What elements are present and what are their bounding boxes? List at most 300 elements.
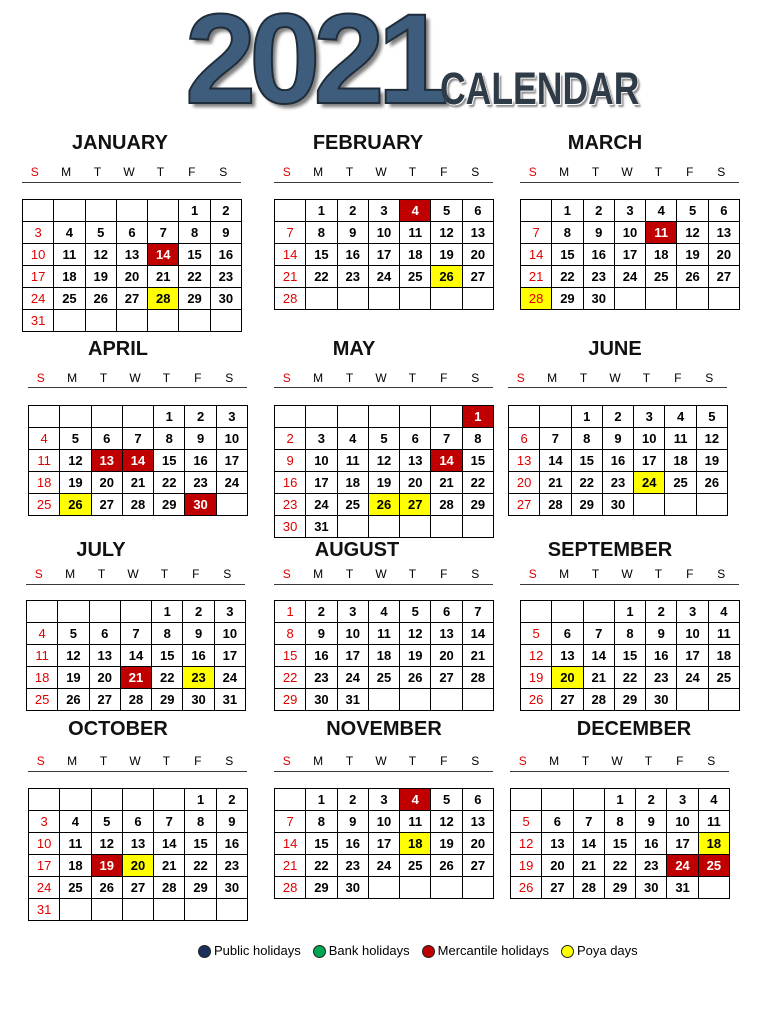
day-cell: 27: [117, 288, 148, 310]
empty-day-cell: [584, 601, 615, 623]
day-cell: 28: [574, 877, 605, 899]
day-cell: 5: [369, 428, 400, 450]
day-cell: 1: [306, 789, 337, 811]
highlighted-day-cell: 26: [369, 494, 400, 516]
day-cell: 16: [603, 450, 634, 472]
day-cell: 2: [275, 428, 306, 450]
weekday-label: M: [65, 567, 76, 581]
day-cell: 16: [584, 244, 615, 266]
day-cell: 15: [306, 244, 337, 266]
day-cell: 7: [275, 222, 306, 244]
empty-day-cell: [275, 789, 306, 811]
day-cell: 17: [215, 645, 246, 667]
day-cell: 6: [92, 428, 123, 450]
weekday-label: T: [591, 567, 600, 581]
empty-day-cell: [27, 601, 58, 623]
weekday-label: W: [611, 754, 623, 768]
weekday-label: S: [717, 567, 726, 581]
day-cell: 12: [92, 833, 123, 855]
day-cell: 18: [29, 472, 60, 494]
day-cell: 27: [90, 689, 121, 711]
day-cell: 23: [185, 472, 216, 494]
day-cell: 22: [572, 472, 603, 494]
month-title: OCTOBER: [68, 718, 168, 740]
day-cell: 15: [572, 450, 603, 472]
day-cell: 13: [552, 645, 583, 667]
month-grid: [274, 199, 494, 310]
day-cell: 4: [54, 222, 85, 244]
weekday-label: W: [375, 754, 387, 768]
public-holidays-dot-icon: [198, 945, 211, 958]
empty-day-cell: [338, 288, 369, 310]
empty-day-cell: [574, 789, 605, 811]
empty-day-cell: [615, 288, 646, 310]
day-cell: 16: [646, 645, 677, 667]
weekday-label: T: [408, 165, 417, 179]
day-cell: 19: [697, 450, 728, 472]
empty-day-cell: [123, 789, 154, 811]
day-cell: 24: [23, 288, 54, 310]
day-cell: 1: [179, 200, 210, 222]
day-cell: 9: [636, 811, 667, 833]
day-cell: 12: [400, 623, 431, 645]
day-cell: 21: [431, 472, 462, 494]
day-cell: 13: [90, 645, 121, 667]
day-cell: 3: [217, 406, 248, 428]
day-cell: 11: [338, 450, 369, 472]
weekday-label: T: [581, 754, 590, 768]
day-cell: 18: [54, 266, 85, 288]
day-cell: 25: [60, 877, 91, 899]
weekday-label: S: [516, 371, 525, 385]
legend-label: Bank holidays: [328, 943, 410, 958]
day-cell: 19: [431, 244, 462, 266]
day-cell: 28: [121, 689, 152, 711]
month-grid: [28, 788, 248, 921]
empty-day-cell: [60, 789, 91, 811]
weekday-label: S: [705, 371, 714, 385]
day-cell: 8: [185, 811, 216, 833]
day-cell: 24: [615, 266, 646, 288]
day-cell: 26: [58, 689, 89, 711]
empty-day-cell: [275, 406, 306, 428]
day-cell: 28: [275, 877, 306, 899]
month-title: FEBRUARY: [312, 132, 424, 154]
day-cell: 22: [463, 472, 494, 494]
day-cell: 29: [605, 877, 636, 899]
day-cell: 21: [275, 855, 306, 877]
day-cell: 8: [572, 428, 603, 450]
day-cell: 6: [552, 623, 583, 645]
day-cell: 28: [275, 288, 306, 310]
day-cell: 6: [117, 222, 148, 244]
weekday-label: T: [345, 165, 354, 179]
day-cell: 26: [677, 266, 708, 288]
empty-day-cell: [86, 310, 117, 332]
day-cell: 18: [27, 667, 58, 689]
day-cell: 9: [211, 222, 242, 244]
day-cell: 18: [60, 855, 91, 877]
weekday-label: M: [549, 754, 560, 768]
day-cell: 16: [338, 833, 369, 855]
day-cell: 1: [605, 789, 636, 811]
empty-day-cell: [148, 200, 179, 222]
weekday-divider: [510, 771, 729, 772]
day-cell: 25: [646, 266, 677, 288]
weekday-label: T: [591, 165, 600, 179]
day-cell: 25: [665, 472, 696, 494]
day-cell: 13: [509, 450, 540, 472]
weekday-divider: [28, 771, 247, 772]
day-cell: 19: [521, 667, 552, 689]
day-cell: 7: [123, 428, 154, 450]
day-cell: 5: [58, 623, 89, 645]
weekday-label: S: [528, 567, 537, 581]
legend: [198, 943, 638, 959]
weekday-label: W: [375, 165, 387, 179]
weekday-label: S: [282, 567, 291, 581]
day-cell: 2: [338, 789, 369, 811]
empty-day-cell: [275, 200, 306, 222]
weekday-label: T: [162, 754, 171, 768]
weekday-label: S: [282, 371, 291, 385]
day-cell: 7: [463, 601, 494, 623]
day-cell: 22: [185, 855, 216, 877]
day-cell: 24: [29, 877, 60, 899]
day-cell: 15: [179, 244, 210, 266]
day-cell: 2: [185, 406, 216, 428]
day-cell: 31: [23, 310, 54, 332]
day-cell: 11: [369, 623, 400, 645]
day-cell: 17: [634, 450, 665, 472]
day-cell: 1: [154, 406, 185, 428]
day-cell: 27: [552, 689, 583, 711]
highlighted-day-cell: 23: [183, 667, 214, 689]
weekday-label: T: [162, 371, 171, 385]
day-cell: 26: [92, 877, 123, 899]
empty-day-cell: [709, 288, 740, 310]
highlighted-day-cell: 24: [634, 472, 665, 494]
day-cell: 3: [306, 428, 337, 450]
highlighted-day-cell: 30: [185, 494, 216, 516]
day-cell: 14: [121, 645, 152, 667]
empty-day-cell: [179, 310, 210, 332]
empty-day-cell: [540, 406, 571, 428]
day-cell: 21: [584, 667, 615, 689]
day-cell: 23: [211, 266, 242, 288]
day-cell: 30: [211, 288, 242, 310]
weekday-label: F: [194, 754, 202, 768]
weekday-header: [271, 370, 491, 386]
day-cell: 8: [306, 811, 337, 833]
day-cell: 30: [275, 516, 306, 538]
weekday-divider: [274, 584, 493, 585]
day-cell: 12: [697, 428, 728, 450]
day-cell: 2: [183, 601, 214, 623]
day-cell: 5: [431, 789, 462, 811]
day-cell: 31: [667, 877, 698, 899]
day-cell: 21: [574, 855, 605, 877]
empty-day-cell: [123, 899, 154, 921]
day-cell: 7: [431, 428, 462, 450]
weekday-header: [25, 370, 245, 386]
empty-day-cell: [697, 494, 728, 516]
weekday-header: [517, 164, 737, 180]
highlighted-day-cell: 14: [431, 450, 462, 472]
weekday-label: F: [194, 371, 202, 385]
day-cell: 12: [677, 222, 708, 244]
day-cell: 20: [463, 833, 494, 855]
legend-item-public-holidays: [198, 943, 301, 959]
day-cell: 14: [275, 833, 306, 855]
weekday-label: S: [36, 754, 45, 768]
weekday-label: T: [654, 567, 663, 581]
day-cell: 12: [86, 244, 117, 266]
day-cell: 1: [152, 601, 183, 623]
day-cell: 19: [511, 855, 542, 877]
day-cell: 10: [369, 222, 400, 244]
empty-day-cell: [511, 789, 542, 811]
day-cell: 19: [677, 244, 708, 266]
highlighted-day-cell: 14: [148, 244, 179, 266]
day-cell: 23: [338, 855, 369, 877]
weekday-label: T: [345, 754, 354, 768]
empty-day-cell: [54, 200, 85, 222]
day-cell: 27: [542, 877, 573, 899]
weekday-header: [271, 164, 491, 180]
day-cell: 14: [463, 623, 494, 645]
day-cell: 22: [154, 472, 185, 494]
empty-day-cell: [92, 789, 123, 811]
weekday-header: [19, 164, 239, 180]
day-cell: 26: [431, 855, 462, 877]
weekday-label: F: [676, 754, 684, 768]
day-cell: 24: [338, 667, 369, 689]
day-cell: 29: [185, 877, 216, 899]
weekday-label: W: [129, 371, 141, 385]
day-cell: 3: [338, 601, 369, 623]
day-cell: 27: [431, 667, 462, 689]
weekday-header: [23, 566, 243, 582]
day-cell: 14: [154, 833, 185, 855]
weekday-header: [505, 370, 725, 386]
weekday-label: T: [160, 567, 169, 581]
day-cell: 20: [400, 472, 431, 494]
day-cell: 31: [29, 899, 60, 921]
day-cell: 13: [431, 623, 462, 645]
empty-day-cell: [154, 789, 185, 811]
day-cell: 15: [154, 450, 185, 472]
day-cell: 17: [23, 266, 54, 288]
poya-days-dot-icon: [561, 945, 574, 958]
empty-day-cell: [431, 288, 462, 310]
day-cell: 29: [463, 494, 494, 516]
weekday-label: T: [93, 165, 102, 179]
highlighted-day-cell: 26: [60, 494, 91, 516]
bank-holidays-dot-icon: [313, 945, 326, 958]
day-cell: 26: [521, 689, 552, 711]
day-cell: 28: [540, 494, 571, 516]
day-cell: 11: [60, 833, 91, 855]
day-cell: 23: [306, 667, 337, 689]
empty-day-cell: [542, 789, 573, 811]
year-title: 2021: [185, 0, 442, 131]
day-cell: 14: [540, 450, 571, 472]
month-title: AUGUST: [314, 539, 400, 561]
legend-label: Public holidays: [214, 943, 301, 958]
empty-day-cell: [369, 406, 400, 428]
weekday-divider: [520, 182, 739, 183]
day-cell: 14: [584, 645, 615, 667]
day-cell: 10: [615, 222, 646, 244]
day-cell: 24: [215, 667, 246, 689]
empty-day-cell: [431, 406, 462, 428]
day-cell: 21: [540, 472, 571, 494]
day-cell: 8: [306, 222, 337, 244]
day-cell: 12: [58, 645, 89, 667]
day-cell: 7: [584, 623, 615, 645]
weekday-label: M: [559, 567, 570, 581]
day-cell: 22: [306, 855, 337, 877]
weekday-label: T: [408, 371, 417, 385]
empty-day-cell: [463, 288, 494, 310]
day-cell: 24: [677, 667, 708, 689]
day-cell: 21: [275, 266, 306, 288]
empty-day-cell: [185, 899, 216, 921]
day-cell: 1: [552, 200, 583, 222]
day-cell: 13: [400, 450, 431, 472]
day-cell: 13: [709, 222, 740, 244]
day-cell: 2: [584, 200, 615, 222]
day-cell: 12: [60, 450, 91, 472]
day-cell: 22: [152, 667, 183, 689]
day-cell: 8: [605, 811, 636, 833]
day-cell: 24: [217, 472, 248, 494]
day-cell: 21: [148, 266, 179, 288]
day-cell: 13: [117, 244, 148, 266]
month-grid: [26, 600, 246, 711]
highlighted-day-cell: 4: [400, 200, 431, 222]
day-cell: 10: [217, 428, 248, 450]
day-cell: 25: [369, 667, 400, 689]
day-cell: 4: [60, 811, 91, 833]
day-cell: 27: [709, 266, 740, 288]
day-cell: 27: [92, 494, 123, 516]
day-cell: 30: [306, 689, 337, 711]
highlighted-day-cell: 28: [148, 288, 179, 310]
day-cell: 16: [183, 645, 214, 667]
day-cell: 15: [615, 645, 646, 667]
weekday-label: S: [282, 754, 291, 768]
weekday-label: S: [223, 567, 232, 581]
weekday-divider: [274, 387, 493, 388]
empty-day-cell: [306, 288, 337, 310]
day-cell: 7: [148, 222, 179, 244]
day-cell: 19: [431, 833, 462, 855]
day-cell: 20: [509, 472, 540, 494]
empty-day-cell: [369, 689, 400, 711]
weekday-label: S: [471, 567, 480, 581]
day-cell: 21: [463, 645, 494, 667]
day-cell: 16: [217, 833, 248, 855]
weekday-label: M: [313, 567, 324, 581]
highlighted-day-cell: 25: [699, 855, 730, 877]
day-cell: 3: [634, 406, 665, 428]
day-cell: 9: [584, 222, 615, 244]
weekday-divider: [274, 182, 493, 183]
month-grid: [274, 405, 494, 538]
day-cell: 8: [154, 428, 185, 450]
day-cell: 11: [29, 450, 60, 472]
day-cell: 27: [463, 266, 494, 288]
weekday-label: S: [219, 165, 228, 179]
empty-day-cell: [58, 601, 89, 623]
day-cell: 30: [646, 689, 677, 711]
day-cell: 28: [154, 877, 185, 899]
empty-day-cell: [369, 877, 400, 899]
weekday-label: S: [225, 371, 234, 385]
empty-day-cell: [509, 406, 540, 428]
weekday-divider: [26, 584, 245, 585]
day-cell: 30: [636, 877, 667, 899]
day-cell: 9: [338, 222, 369, 244]
day-cell: 30: [584, 288, 615, 310]
day-cell: 16: [211, 244, 242, 266]
day-cell: 12: [369, 450, 400, 472]
weekday-label: T: [408, 754, 417, 768]
day-cell: 18: [338, 472, 369, 494]
month-title: SEPTEMBER: [547, 539, 673, 561]
weekday-label: T: [642, 371, 651, 385]
day-cell: 4: [709, 601, 740, 623]
day-cell: 9: [338, 811, 369, 833]
legend-item-mercantile-holidays: [422, 943, 549, 959]
day-cell: 29: [572, 494, 603, 516]
day-cell: 9: [275, 450, 306, 472]
day-cell: 16: [306, 645, 337, 667]
day-cell: 23: [584, 266, 615, 288]
weekday-label: S: [34, 567, 43, 581]
day-cell: 28: [431, 494, 462, 516]
empty-day-cell: [665, 494, 696, 516]
empty-day-cell: [154, 899, 185, 921]
weekday-divider: [28, 387, 247, 388]
month-title: MAY: [332, 338, 376, 360]
weekday-label: F: [686, 165, 694, 179]
day-cell: 9: [603, 428, 634, 450]
day-cell: 5: [511, 811, 542, 833]
weekday-label: F: [440, 567, 448, 581]
day-cell: 6: [463, 789, 494, 811]
day-cell: 3: [677, 601, 708, 623]
empty-day-cell: [23, 200, 54, 222]
day-cell: 6: [123, 811, 154, 833]
empty-day-cell: [123, 406, 154, 428]
empty-day-cell: [211, 310, 242, 332]
weekday-label: W: [375, 371, 387, 385]
day-cell: 7: [540, 428, 571, 450]
day-cell: 22: [179, 266, 210, 288]
day-cell: 6: [463, 200, 494, 222]
day-cell: 5: [431, 200, 462, 222]
empty-day-cell: [431, 877, 462, 899]
empty-day-cell: [338, 516, 369, 538]
day-cell: 13: [463, 811, 494, 833]
day-cell: 20: [117, 266, 148, 288]
day-cell: 11: [27, 645, 58, 667]
weekday-header: [271, 566, 491, 582]
highlighted-day-cell: 20: [123, 855, 154, 877]
